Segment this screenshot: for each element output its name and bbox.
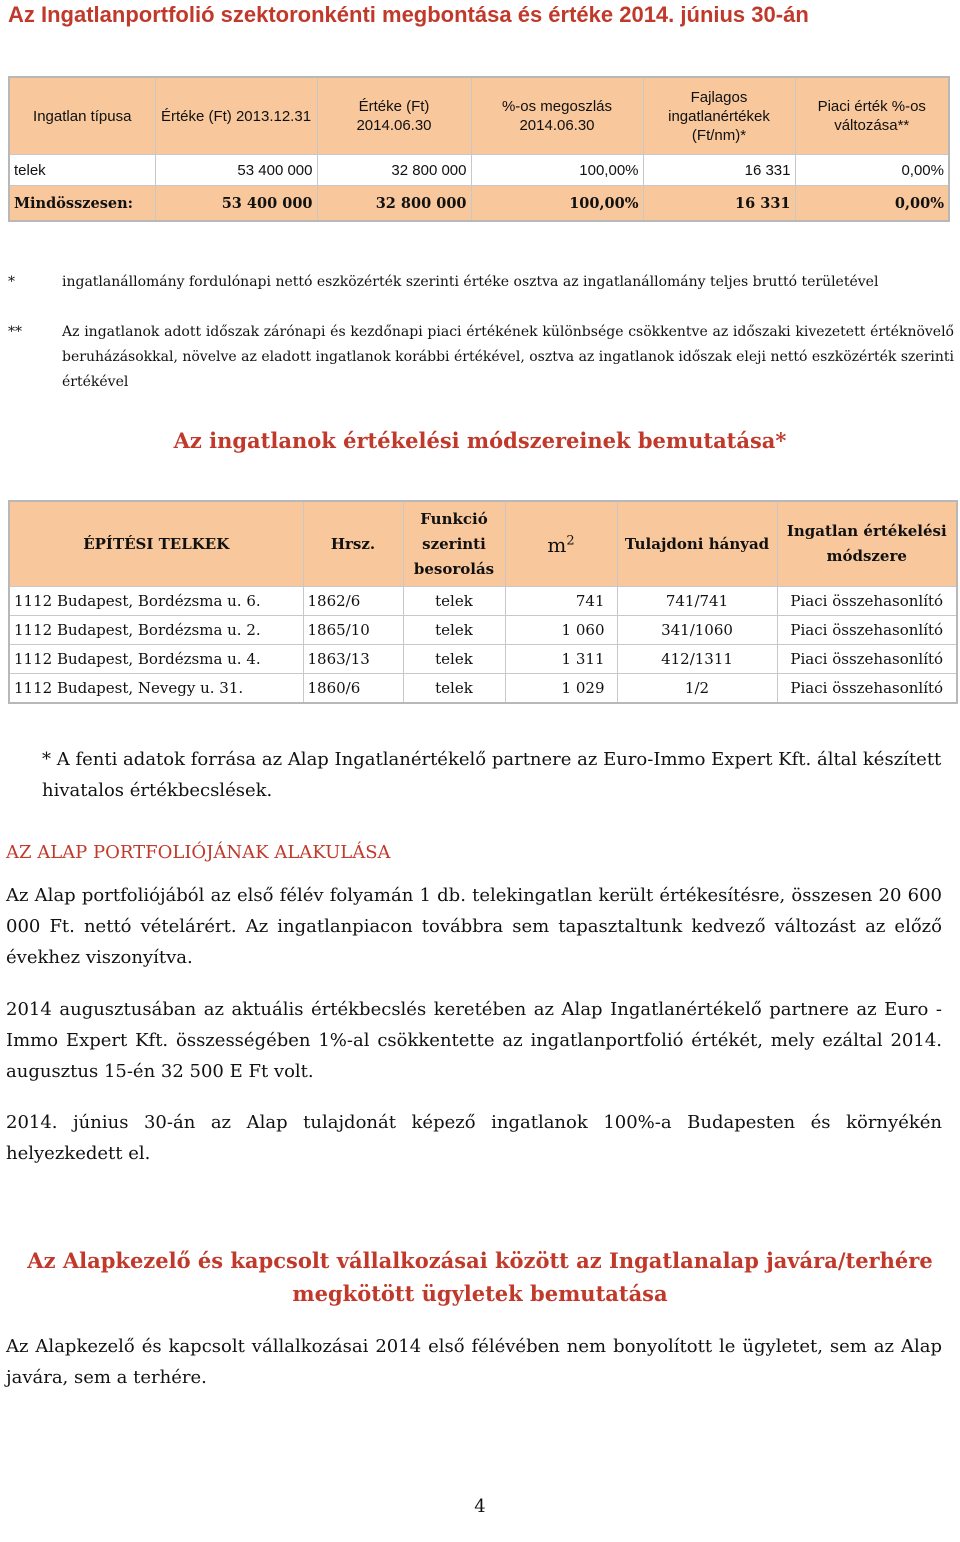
property-area: 741 — [505, 587, 617, 616]
property-address: 1112 Budapest, Nevegy u. 31. — [9, 674, 303, 704]
header-cell: %-os megoszlás 2014.06.30 — [471, 77, 643, 155]
footnote-marker: * — [8, 274, 15, 290]
table-cell: 100,00% — [471, 186, 643, 222]
area-unit-base: m — [547, 532, 567, 557]
table-cell: 32 800 000 — [317, 155, 471, 186]
header-cell: Ingatlan típusa — [9, 77, 155, 155]
header-cell: Ingatlan értékelési módszere — [777, 501, 957, 587]
table-cell: 16 331 — [643, 186, 795, 222]
page-title: Az Ingatlanportfolió szektoronkénti megbontása és értéke 2014. június 30-án — [8, 2, 809, 27]
header-cell: Piaci érték %-os változása** — [795, 77, 949, 155]
property-hrsz: 1860/6 — [303, 674, 403, 704]
footnote-text: Az ingatlanok adott időszak zárónapi és kezdőnapi piaci értékének különbsége csökkentve az időszaki kivezetett értéknövelő beruházásokkal, növelve az eladott ingatlanok korábbi értékével, osztva az ingatlanok időszak eleji nettó eszközérték szerinti értékével — [62, 324, 954, 390]
transactions-heading-line: megkötött ügyletek bemutatása — [292, 1281, 668, 1306]
portfolio-table-header — [9, 77, 949, 155]
area-unit — [547, 533, 574, 557]
property-share: 341/1060 — [617, 616, 777, 645]
valuation-table — [8, 500, 958, 704]
property-area: 1 060 — [505, 616, 617, 645]
footnote — [8, 320, 954, 395]
area-unit-exponent: 2 — [566, 533, 575, 549]
property-method: Piaci összehasonlító — [777, 645, 957, 674]
property-function: telek — [403, 616, 505, 645]
header-cell: Értéke (Ft) 2013.12.31 — [155, 77, 317, 155]
table-cell: 16 331 — [643, 155, 795, 186]
property-area: 1 029 — [505, 674, 617, 704]
property-share: 741/741 — [617, 587, 777, 616]
table-row — [9, 155, 949, 186]
property-method: Piaci összehasonlító — [777, 587, 957, 616]
source-note: * A fenti adatok forrása az Alap Ingatlanértékelő partnere az Euro-Immo Expert Kft. által készített hivatalos értékbecslések. — [42, 749, 942, 801]
property-area: 1 311 — [505, 645, 617, 674]
property-address: 1112 Budapest, Bordézsma u. 2. — [9, 616, 303, 645]
table-row — [9, 674, 957, 704]
header-cell: ÉPÍTÉSI TELKEK — [9, 501, 303, 587]
property-hrsz: 1863/13 — [303, 645, 403, 674]
property-hrsz: 1862/6 — [303, 587, 403, 616]
header-cell: Értéke (Ft) 2014.06.30 — [317, 77, 471, 155]
property-method: Piaci összehasonlító — [777, 616, 957, 645]
property-address: 1112 Budapest, Bordézsma u. 6. — [9, 587, 303, 616]
table-row — [9, 587, 957, 616]
table-row — [9, 645, 957, 674]
property-function: telek — [403, 587, 505, 616]
footnote-marker: ** — [8, 324, 22, 340]
valuation-title: Az ingatlanok értékelési módszereinek bemutatása* — [173, 428, 787, 453]
table-cell: 53 400 000 — [155, 155, 317, 186]
table-cell: 0,00% — [795, 186, 949, 222]
transactions-heading-line: Az Alapkezelő és kapcsolt vállalkozásai között az Ingatlanalap javára/terhére — [27, 1248, 933, 1273]
paragraph: 2014. június 30-án az Alap tulajdonát képező ingatlanok 100%-a Budapesten és környékén helyezkedett el. — [6, 1112, 942, 1164]
property-method: Piaci összehasonlító — [777, 674, 957, 704]
header-cell: Fajlagos ingatlanértékek (Ft/nm)* — [643, 77, 795, 155]
page-number: 4 — [474, 1496, 486, 1517]
transactions-heading — [0, 1244, 960, 1310]
table-cell: 0,00% — [795, 155, 949, 186]
header-cell: Tulajdoni hányad — [617, 501, 777, 587]
property-share: 1/2 — [617, 674, 777, 704]
paragraph: Az Alapkezelő és kapcsolt vállalkozásai 2014 első félévében nem bonyolított le ügyletet, sem az Alap javára, sem a terhére. — [6, 1336, 942, 1388]
total-row — [9, 186, 949, 222]
table-cell: telek — [9, 155, 155, 186]
paragraph: Az Alap portfoliójából az első félév folyamán 1 db. telekingatlan került értékesítésre, összesen 20 600 000 Ft. nettó vételárért. Az ingatlanpiacon továbbra sem tapasztaltunk kedvező változást az előző évekhez viszonyítva. — [6, 885, 942, 968]
property-share: 412/1311 — [617, 645, 777, 674]
valuation-table-header — [9, 501, 957, 587]
header-cell: Hrsz. — [303, 501, 403, 587]
table-cell: Mindösszesen: — [9, 186, 155, 222]
header-cell: Funkció szerinti besorolás — [403, 501, 505, 587]
table-row — [9, 616, 957, 645]
header-cell — [505, 501, 617, 587]
property-hrsz: 1865/10 — [303, 616, 403, 645]
table-cell: 53 400 000 — [155, 186, 317, 222]
property-function: telek — [403, 674, 505, 704]
footnote — [8, 270, 954, 295]
paragraph: 2014 augusztusában az aktuális értékbecslés keretében az Alap Ingatlanértékelő partnere az Euro - Immo Expert Kft. összességében 1%-al csökkentette az ingatlanportfolió értékét, mely ezáltal 2014. augusztus 15-én 32 500 E Ft volt. — [6, 999, 942, 1082]
property-function: telek — [403, 645, 505, 674]
table-cell: 100,00% — [471, 155, 643, 186]
portfolio-heading: AZ ALAP PORTFOLIÓJÁNAK ALAKULÁSA — [6, 842, 391, 863]
footnote-text: ingatlanállomány fordulónapi nettó eszközérték szerinti értéke osztva az ingatlanállomány teljes bruttó területével — [62, 274, 879, 290]
property-address: 1112 Budapest, Bordézsma u. 4. — [9, 645, 303, 674]
table-cell: 32 800 000 — [317, 186, 471, 222]
portfolio-table — [8, 76, 950, 222]
